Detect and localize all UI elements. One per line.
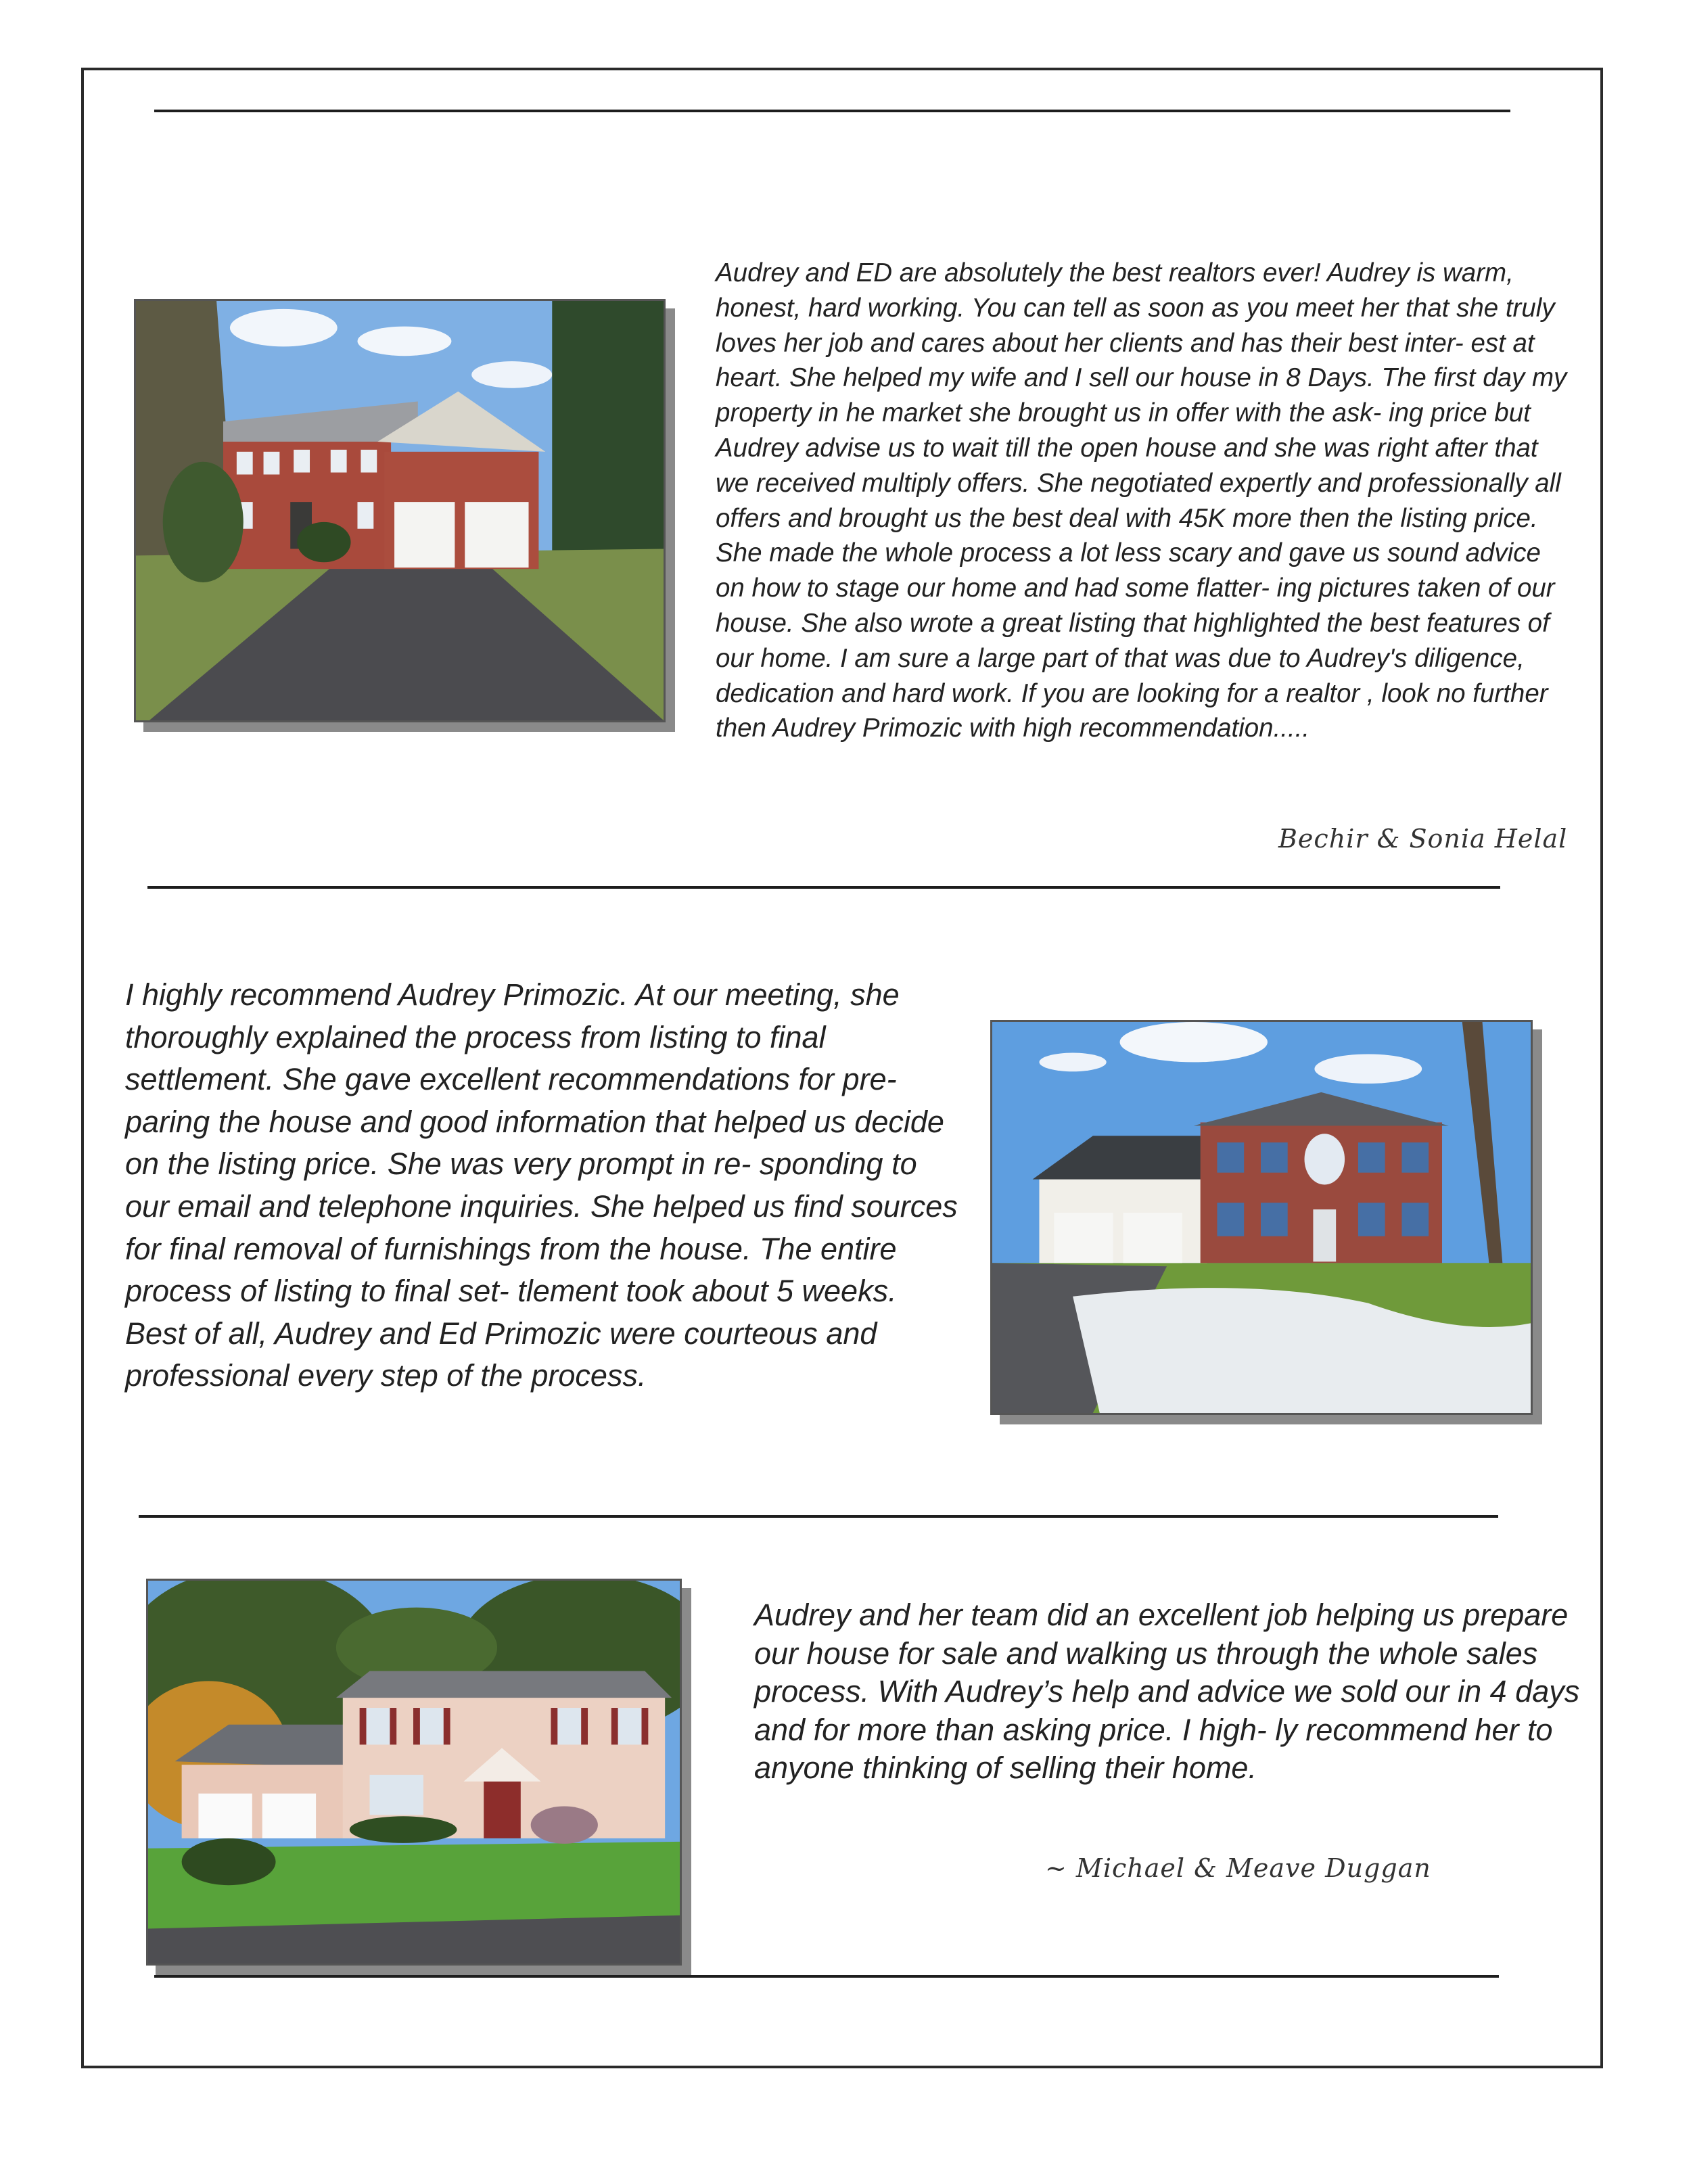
divider-top: [154, 110, 1510, 112]
testimonial-3-signature: ~ Michael & Meave Duggan: [1045, 1853, 1431, 1883]
testimonial-3-text: Audrey and her team did an excellent job helping us prepare our house for sale and walking us through the whole sales process. With Audrey’s help and advice we sold our in 4 days and for more than asking price. I high- ly recommend her to anyone thinking of selling their home.: [754, 1598, 1580, 1785]
house-photo-2: [990, 1020, 1542, 1424]
house-photo-icon: [136, 301, 664, 720]
house-photo-3: [146, 1579, 691, 1975]
testimonial-1-signature: Bechir & Sonia Helal: [1278, 824, 1568, 854]
divider-1: [147, 886, 1500, 889]
house-photo-icon: [148, 1581, 680, 1964]
divider-2: [139, 1515, 1498, 1518]
divider-bottom: [154, 1975, 1499, 1978]
house-photo-1: [134, 299, 675, 732]
testimonial-2-text: I highly recommend Audrey Primozic. At our meeting, she thoroughly explained the process from listing to final settlement. She gave excellent recommendations for pre- paring the house and good information that helped us decide on the listing price. She was very prompt in re- sponding to our email and telephone inquiries. She helped us find sources for final removal of furnishings from the house. The entire process of listing to final set- tlement took about 5 weeks. Best of all, Audrey and Ed Primozic were courteous and professional every step of the process.: [125, 977, 958, 1393]
house-photo-icon: [992, 1022, 1531, 1413]
testimonial-1-text: Audrey and ED are absolutely the best realtors ever! Audrey is warm, honest, hard working. You can tell as soon as you meet her that she truly loves her job and cares about her clients and has their best inter- est at heart. She helped my wife and I sell our house in 8 Days. The first day my property in he market she brought us in offer with the ask- ing price but Audrey advise us to wait till the open house and she was right after that we received multiply offers. She negotiated expertly and professionally all offers and brought us the best deal with 45K more then the listing price. She made the whole process a lot less scary and gave us sound advice on how to stage our home and had some flatter- ing pictures taken of our house. She also wrote a great listing that highlighted the best features of our home. I am sure a large part of that was due to Audrey's diligence, dedication and hard work. If you are looking for a realtor , look no further then Audrey Primozic with high recommendation.....: [716, 258, 1567, 743]
